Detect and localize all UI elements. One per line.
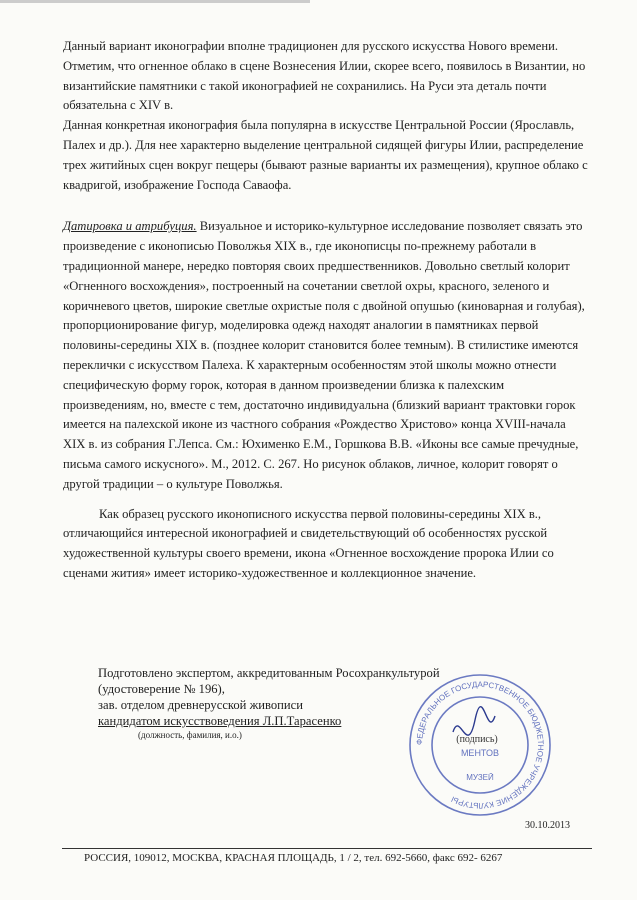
stamp-center-text: МЕНТОВ — [460, 748, 500, 758]
text-line: обязательна с XIV в. — [63, 98, 174, 113]
text-line — [63, 217, 593, 237]
text-line: пропорционирование фигур, моделировка одежд находят аналогии в памятниках первой — [63, 318, 539, 333]
signature-label: (подпись) — [456, 734, 498, 745]
paragraph-central-russia — [63, 116, 593, 195]
paragraph-iconography — [63, 37, 593, 116]
stamp-bottom-text: МУЗЕЙ — [466, 773, 494, 782]
paragraph-dating — [63, 217, 593, 494]
expert-name: кандидатом искусствоведения Л.П.Тарасенко — [98, 714, 342, 728]
signature-line: Подготовлено экспертом, аккредитованным Росохранкультурой — [98, 666, 440, 680]
text-line: переклички с искусством Палеха. К характерным особенностям этой школы можно отнести — [63, 357, 557, 372]
text-line: квадригой, изображение Господа Саваофа. — [63, 177, 292, 192]
text-line: традиционной манере, нередко повторяя своих предшественников. Довольно светлый колорит — [63, 258, 570, 273]
signature-line: зав. отделом древнерусской живописи — [98, 698, 303, 712]
text-line: специфическую форму горок, которая в данном произведении близка к палехским — [63, 377, 505, 392]
text-line: Данная конкретная иконография была популярна в искусстве Центральной России (Ярославль, — [63, 118, 575, 133]
text-line: половины-середины XIX в. (позднее колорит становится более темным). В стилистике имеются — [63, 338, 579, 353]
section-heading-dating: Датировка и атрибуция. — [63, 219, 197, 234]
stamp-ring-text: ФЕДЕРАЛЬНОЕ ГОСУДАРСТВЕННОЕ БЮДЖЕТНОЕ УЧРЕЖДЕНИЕ КУЛЬТУРЫ — [414, 679, 546, 811]
document-body — [63, 37, 593, 584]
top-edge-line — [0, 0, 310, 3]
text-line: другой традиции – о культуре Поволжья. — [63, 476, 283, 491]
handwritten-signature — [453, 707, 495, 735]
signature-caption: (должность, фамилия, и.о.) — [138, 730, 242, 740]
text-line: произведение с иконописью Поволжья XIX в., где иконописцы по-прежнему работали в — [63, 239, 537, 254]
text-line: художественной культуры своего времени, икона «Огненное восхождение пророка Илии со — [63, 546, 554, 561]
text-fragment: Визуальное и историко-культурное исследование позволяет связать это — [196, 219, 583, 234]
text-line: трех житийных сцен вокруг пещеры (бывают разные варианты их размещения), крупное облако с — [63, 157, 588, 172]
footer-divider — [62, 848, 592, 849]
text-line: отличающийся интересной иконографией и свидетельствующий об особенностях русской — [63, 526, 548, 541]
museum-stamp — [405, 670, 555, 820]
text-line: имеется на палехской иконе из частного собрания «Рождество Христово» конца XVIII-начала — [63, 417, 566, 432]
paragraph-conclusion — [63, 505, 593, 584]
document-date: 30.10.2013 — [525, 820, 570, 831]
text-line: XIX в. из собрания Г.Лепса. См.: Юхименко Е.М., Горшкова В.В. «Иконы все самые пречудные, — [63, 437, 579, 452]
text-line: «Огненного восхождения», построенный на сочетании светлой охры, красного, зеленого и — [63, 278, 550, 293]
text-line: Данный вариант иконографии вполне традиционен для русского искусства Нового времени. — [63, 39, 558, 53]
text-line: письма самого искусного». М., 2012. С. 267. Но рисунок облаков, личное, колорит говорят о — [63, 456, 558, 471]
footer-address: РОССИЯ, 109012, МОСКВА, КРАСНАЯ ПЛОЩАДЬ, 1 / 2, тел. 692-5660, факс 692- 6267 — [84, 852, 503, 864]
text-line: произведениям, но, вместе с тем, достаточно индивидуальна (близкий вариант трактовки горок — [63, 397, 576, 412]
text-line: византийские памятники с такой иконографией не сохранились. На Руси эта деталь почти — [63, 78, 547, 93]
signature-line: (удостоверение № 196), — [98, 682, 225, 696]
text-line: коричневого цветов, широкие светлые охристые поля с двойной опушью (киноварная и голубая), — [63, 298, 585, 313]
text-line: сценами жития» имеет историко-художественное и коллекционное значение. — [63, 565, 477, 580]
text-line: Отметим, что огненное облако в сцене Вознесения Илии, скорее всего, появилось в Византии, но — [63, 58, 586, 73]
text-line: Как образец русского иконописного искусства первой половины-середины XIX в., — [99, 506, 542, 521]
text-line: Палех и др.). Для нее характерно выделение центральной сидящей фигуры Илии, распределение — [63, 137, 584, 152]
